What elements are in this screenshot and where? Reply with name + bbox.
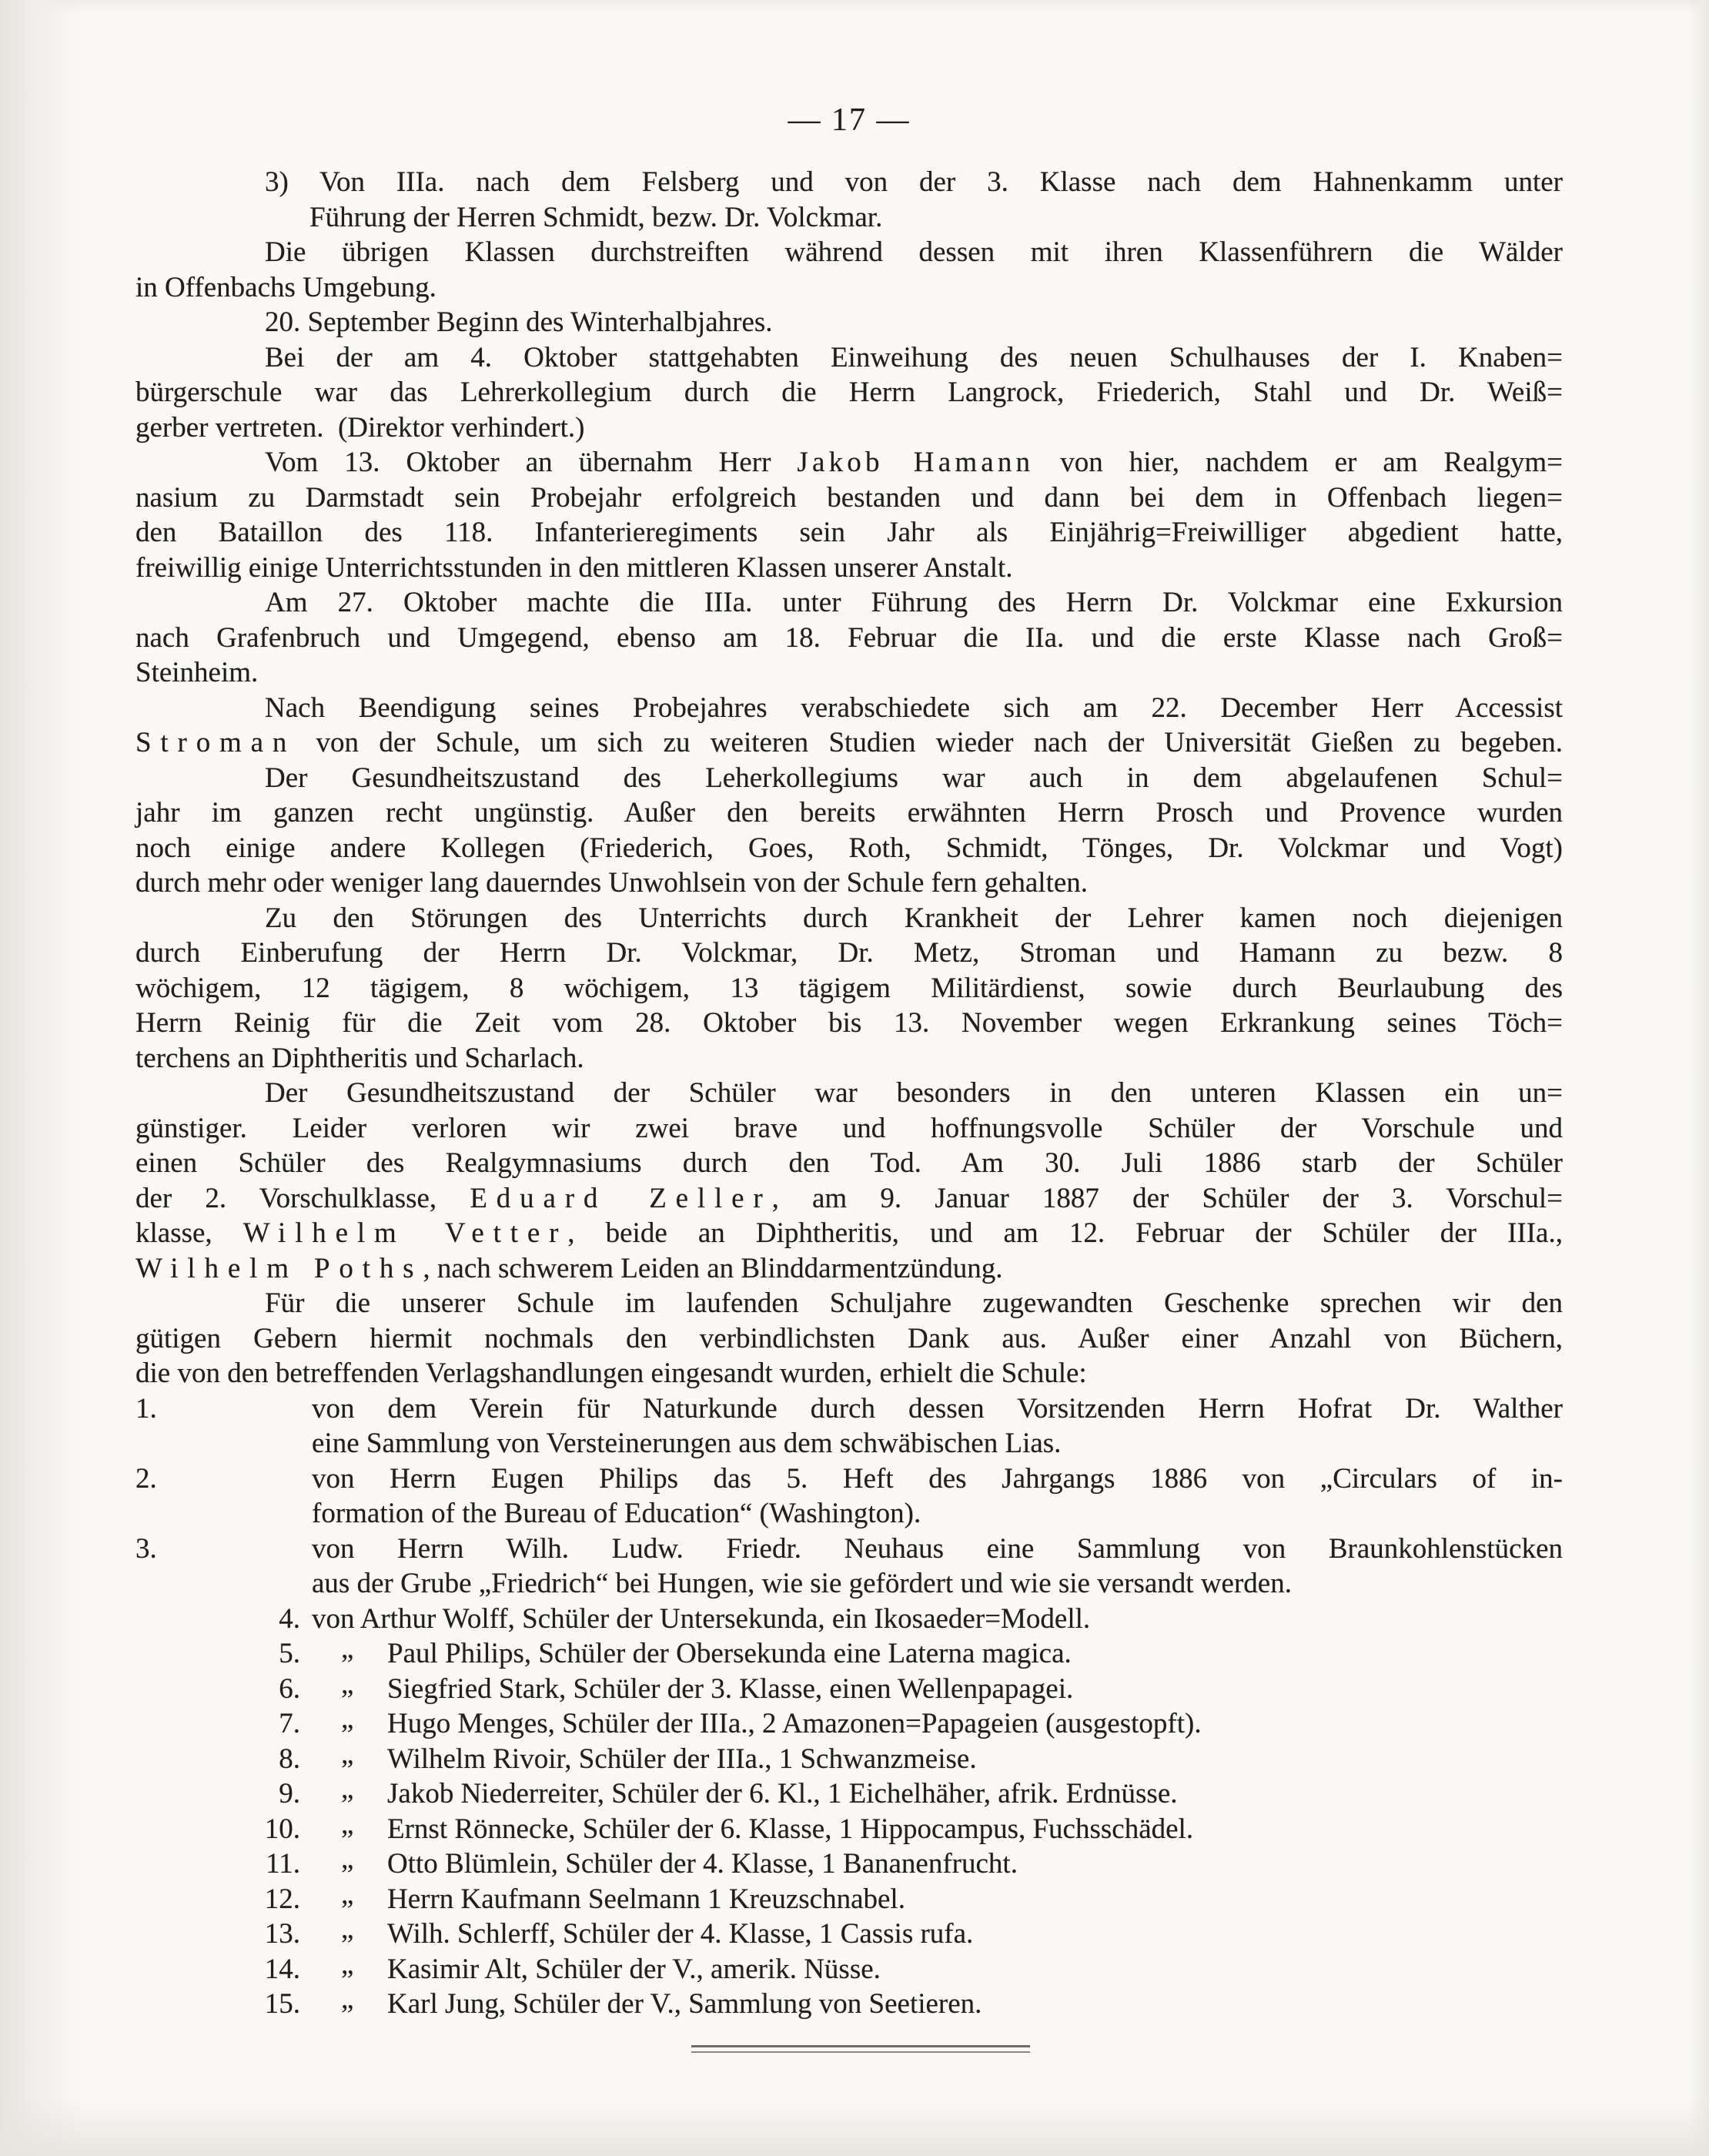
page-header: — 17 — — [788, 102, 911, 138]
list-number: 11. — [266, 1848, 300, 1880]
list-number: 1. — [135, 1392, 157, 1424]
scan-edge-shading-bottom — [0, 2098, 1709, 2156]
scan-edge-shading-left — [0, 0, 85, 2156]
scan-edge-shading-top — [0, 0, 1709, 14]
text-line: einen Schüler des Realgymnasiums durch den Tod. Am 30. Juli 1886 starb der Schüler — [135, 1147, 1563, 1179]
ditto-mark: „ — [341, 1984, 354, 2015]
list-item-text: von Arthur Wolff, Schüler der Untersekunda, ein Ikosaeder=Modell. — [312, 1602, 1091, 1635]
text-line — [135, 725, 1563, 761]
document-text — [135, 165, 1563, 2022]
list-item-continuation: formation of the Bureau of Education“ (Washington). — [312, 1498, 921, 1529]
list-item-text: Karl Jung, Schüler der V., Sammlung von Seetieren. — [387, 1988, 982, 2020]
ditto-mark: „ — [341, 1703, 354, 1735]
text-line: wöchigem, 12 tägigem, 8 wöchigem, 13 tägigem Militärdienst, sowie durch Beurlaubung des — [135, 972, 1563, 1004]
text-line: Die übrigen Klassen durchstreiften während dessen mit ihren Klassenführern die Wälder — [265, 236, 1563, 268]
list-item-text: Ernst Rönnecke, Schüler der 6. Klasse, 1 Hippocampus, Fuchsschädel. — [387, 1813, 1194, 1845]
text-line: günstiger. Leider verloren wir zwei brave und hoffnungsvolle Schüler der Vorschule und — [135, 1112, 1563, 1144]
text-segment: klasse, — [135, 1217, 243, 1249]
list-item — [135, 1532, 1563, 1567]
section-divider-rule — [691, 2045, 1030, 2053]
text-segment: der 2. Vorschulklasse, — [135, 1182, 470, 1214]
ditto-mark: „ — [341, 1738, 354, 1770]
list-number: 13. — [264, 1918, 300, 1950]
text-line: Herrn Reinig für die Zeit vom 28. Oktober bis 13. November wegen Erkrankung seines Töch= — [135, 1007, 1563, 1039]
text-line: Steinheim. — [135, 657, 259, 688]
text-line: gütigen Gebern hiermit nochmals den verbindlichsten Dank aus. Außer einer Anzahl von Büchern, — [135, 1322, 1563, 1354]
list-number: 9. — [279, 1778, 300, 1810]
text-segment: , beide an Diphtheritis, und am 12. Februar der Schüler der IIIa., — [567, 1217, 1563, 1249]
letterspaced-name: Stroman — [135, 727, 296, 758]
list-number: 8. — [279, 1743, 300, 1775]
list-item-continuation: eine Sammlung von Versteinerungen aus dem schwäbischen Lias. — [312, 1428, 1062, 1459]
text-line: terchens an Diphtheritis und Scharlach. — [135, 1042, 584, 1074]
text-line: Der Gesundheitszustand der Schüler war besonders in den unteren Klassen ein un= — [265, 1077, 1563, 1109]
scan-edge-shading-right — [1687, 0, 1709, 2156]
letterspaced-name: Wilhelm Poths — [135, 1252, 423, 1284]
list-number: 15. — [264, 1988, 300, 2020]
list-item-text: Paul Philips, Schüler der Obersekunda eine Laterna magica. — [387, 1638, 1072, 1669]
ditto-mark: „ — [341, 1668, 354, 1700]
text-line: bürgerschule war das Lehrerkollegium durch die Herrn Langrock, Friederich, Stahl und Dr. Weiß= — [135, 377, 1563, 408]
list-number: 3. — [135, 1532, 157, 1565]
list-item-text: Siegfried Stark, Schüler der 3. Klasse, einen Wellenpapagei. — [387, 1672, 1074, 1705]
text-line: Für die unserer Schule im laufenden Schuljahre zugewandten Geschenke sprechen wir den — [265, 1287, 1563, 1319]
text-line: die von den betreffenden Verlagshandlungen eingesandt wurden, erhielt die Schule: — [135, 1358, 1087, 1389]
text-line — [135, 1216, 1563, 1251]
text-segment: , am 9. Januar 1887 der Schüler der 3. Vorschul= — [771, 1182, 1564, 1214]
list-item-text: Herrn Kaufmann Seelmann 1 Kreuzschnabel. — [387, 1883, 905, 1915]
text-line: gerber vertreten. (Direktor verhindert.) — [135, 411, 585, 444]
text-line: Nach Beendigung seines Probejahres verabschiedete sich am 22. December Herr Accessist — [265, 691, 1563, 724]
list-number: 2. — [135, 1462, 157, 1495]
text-line: durch mehr oder weniger lang dauerndes Unwohlsein von der Schule fern gehalten. — [135, 867, 1089, 899]
text-line — [135, 445, 1563, 480]
text-line: noch einige andere Kollegen (Friederich, Goes, Roth, Schmidt, Tönges, Dr. Volckmar und Vogt) — [135, 832, 1563, 864]
list-number: 14. — [264, 1953, 300, 1985]
list-item — [135, 1391, 1563, 1427]
text-line: Der Gesundheitszustand des Leherkollegiums war auch in dem abgelaufenen Schul= — [265, 762, 1563, 794]
list-number: 4. — [279, 1602, 300, 1635]
ditto-mark: „ — [341, 1773, 354, 1805]
list-item-continuation: aus der Grube „Friedrich“ bei Hungen, wie sie gefördert und wie sie versandt werden. — [312, 1568, 1292, 1599]
text-segment: , nach schwerem Leiden an Blinddarmentzündung. — [423, 1252, 1003, 1284]
text-line: Am 27. Oktober machte die IIIa. unter Führung des Herrn Dr. Volckmar eine Exkursion — [265, 587, 1563, 618]
ditto-mark: „ — [341, 1808, 354, 1840]
list-item — [135, 1984, 1563, 2022]
text-line: Zu den Störungen des Unterrichts durch Krankheit der Lehrer kamen noch diejenigen — [265, 902, 1563, 934]
text-segment: von hier, nachdem er am Realgym= — [1034, 447, 1564, 478]
text-line: 20. September Beginn des Winterhalbjahres. — [265, 306, 773, 338]
list-item-text: Otto Blümlein, Schüler der 4. Klasse, 1 Bananenfrucht. — [387, 1848, 1018, 1880]
list-number: 5. — [279, 1638, 300, 1669]
list-number: 7. — [279, 1708, 300, 1739]
text-line: jahr im ganzen recht ungünstig. Außer den bereits erwähnten Herrn Prosch und Provence wurden — [135, 797, 1563, 829]
letterspaced-name: Eduard Zeller — [470, 1182, 772, 1214]
list-item-text: von dem Verein für Naturkunde durch dessen Vorsitzenden Herrn Hofrat Dr. Walther — [312, 1392, 1563, 1424]
list-item-text: Hugo Menges, Schüler der IIIa., 2 Amazonen=Papageien (ausgestopft). — [387, 1708, 1202, 1739]
list-number: 6. — [279, 1672, 300, 1705]
list-number: 10. — [264, 1813, 300, 1845]
list-item-text: Jakob Niederreiter, Schüler der 6. Kl., 1 Eichelhäher, afrik. Erdnüsse. — [387, 1778, 1178, 1810]
list-item-text: Wilhelm Rivoir, Schüler der IIIa., 1 Schwanzmeise. — [387, 1743, 977, 1775]
text-line — [135, 1251, 1563, 1287]
letterspaced-name: Wilhelm Vetter — [242, 1217, 568, 1249]
text-line: den Bataillon des 118. Infanterieregiments sein Jahr als Einjährig=Freiwilliger abgedient hatte, — [135, 517, 1563, 548]
letterspaced-name: Jakob Hamann — [797, 447, 1035, 478]
text-segment: von der Schule, um sich zu weiteren Studien wieder nach der Universität Gießen zu begeben. — [296, 727, 1563, 758]
text-segment: Vom 13. Oktober an übernahm Herr — [265, 447, 798, 478]
text-line: Führung der Herren Schmidt, bezw. Dr. Volckmar. — [309, 201, 883, 233]
ditto-mark: „ — [341, 1843, 354, 1875]
text-line: freiwillig einige Unterrichtsstunden in den mittleren Klassen unserer Anstalt. — [135, 551, 1013, 584]
text-line: nasium zu Darmstadt sein Probejahr erfolgreich bestanden und dann bei dem in Offenbach liegen= — [135, 481, 1563, 514]
ditto-mark: „ — [341, 1948, 354, 1980]
ditto-mark: „ — [341, 1878, 354, 1910]
text-line: in Offenbachs Umgebung. — [135, 271, 436, 303]
list-number: 12. — [264, 1883, 300, 1915]
list-item-text: Wilh. Schlerff, Schüler der 4. Klasse, 1 Cassis rufa. — [387, 1918, 974, 1950]
list-item-text: Kasimir Alt, Schüler der V., amerik. Nüsse. — [387, 1953, 881, 1985]
text-line: nach Grafenbruch und Umgegend, ebenso am 18. Februar die IIa. und die erste Klasse nach Groß= — [135, 621, 1563, 654]
list-item-text: von Herrn Wilh. Ludw. Friedr. Neuhaus eine Sammlung von Braunkohlenstücken — [312, 1532, 1563, 1565]
text-line: Bei der am 4. Oktober stattgehabten Einweihung des neuen Schulhauses der I. Knaben= — [265, 341, 1563, 373]
ditto-mark: „ — [341, 1913, 354, 1945]
text-line — [135, 1181, 1563, 1217]
ditto-mark: „ — [341, 1633, 354, 1665]
text-line: 3) Von IIIa. nach dem Felsberg und von der 3. Klasse nach dem Hahnenkamm unter — [265, 166, 1563, 198]
text-line: durch Einberufung der Herrn Dr. Volckmar, Dr. Metz, Stroman und Hamann zu bezw. 8 — [135, 937, 1563, 969]
list-item — [135, 1461, 1563, 1497]
list-item-text: von Herrn Eugen Philips das 5. Heft des Jahrgangs 1886 von „Circulars of in- — [312, 1462, 1563, 1495]
